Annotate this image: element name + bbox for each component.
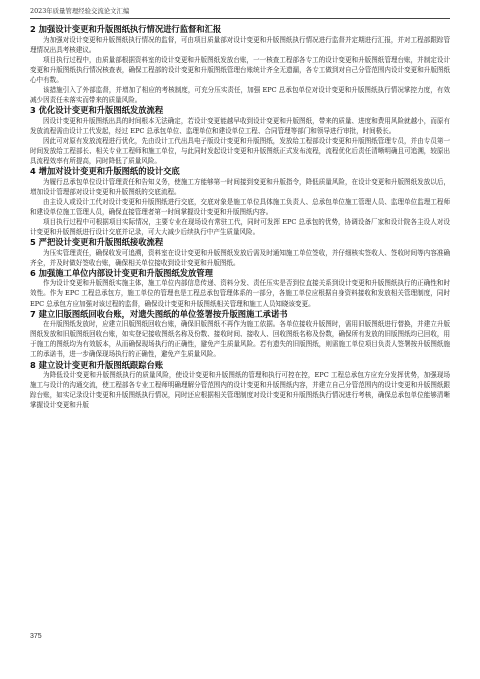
paragraph: 为加强对设计变更和升版图纸执行情况的监督，可由项目质量部对设计变更和升版图纸执行情况进行监督并定期进行汇报，并对工程部跟踪管理情况出具考核建议。 xyxy=(30,35,450,54)
paragraph: 因此可对原有发放流程进行优化，先由设计工代出具电子版设计变更和升版图纸，发放给工程部设计变更和升版图纸管理专员，并由专员第一时间发放给工程部长、相关专业工程师和施工单位，与此同时发起设计变更和升版图纸正式发布流程，流程优化后责任清晰明确且可追溯，较原出具流程效率有所提高，同时降低了质量风险。 xyxy=(30,136,450,166)
section-heading: 6 加强施工单位内部设计变更和升版图纸发放管理 xyxy=(30,267,213,278)
section-heading: 4 增加对设计变更和升版图纸的设计交底 xyxy=(30,166,180,177)
page-content xyxy=(30,24,450,410)
section-heading: 8 建立设计变更和升版图纸跟踪台账 xyxy=(30,359,164,370)
section-heading: 5 严把设计变更和升版图纸接收流程 xyxy=(30,237,164,248)
paragraph: 作为设计变更和升版图纸实施主体，施工单位内部信息传递、资料分发、责任压实是否到位直接关系到设计变更和升版图纸执行的正确性和时效性。作为 EPC 工程总承包方，施工单位的管理也是工程总承包管理体系的一部分，各施工单位应根据自身资料接收和发放相关管理制度，同时 EPC 总承包方应加强对该过程的监督，确保设计变更和升版图纸相关管理和施工人员知晓该变更。 xyxy=(30,279,450,308)
section-4 xyxy=(30,166,450,237)
header-text: 2023年质量管理经验交流论文汇编 xyxy=(30,7,130,15)
section-heading: 3 优化设计变更和升版图纸发放流程 xyxy=(30,105,164,116)
paragraph: 因设计变更和升版图纸出具的时间根本无法确定，若设计变更能越早收到设计变更和升版图纸，带来的质量、进度和费用风险就越小，而原有发放流程需由设计工代发起，经过 EPC 总承包单位、监理单位和建设单位工程、合同管理等部门和领导进行审批，时间极长。 xyxy=(30,116,450,135)
paragraph: 项目执行过程中可根据项目实际情况，主要专业在现场设有常驻工代，同时可发挥 EPC 总承包的优势，协调设备厂家和设计院各主设人对设计变更和升版图纸进行设计交底并记录，可大大减少后续执行中产生质量风险。 xyxy=(30,218,450,237)
paragraph: 为压实管理责任，确保收发可追溯，资料室在设计变更和升版图纸发放后需及时通知施工单位签收，并仔细核实签收人、签收时间等内容准确齐全，并及时做好签收台账，确保相关单位接收到设计变更和升版图纸。 xyxy=(30,248,450,267)
paragraph: 由主设人或设计工代对设计变更和升版图纸进行交底，交底对象是施工单位具体施工负责人、总承包单位施工管理人员、监理单位监理工程师和建设单位施工管理人员，确保直接管理者第一时间掌握设计变更和升版图纸内容。 xyxy=(30,197,450,216)
section-3 xyxy=(30,105,450,166)
paragraph: 在升版图纸发放时，应建立旧版图纸回收台账，确保旧版图纸不再作为施工依据。各单位接收升版图时，需用旧版图纸进行替换，并建立升版图纸发放和旧版图纸回收台账，如实登记接收图纸名称及份数、接收时间、接收人、回收图纸名称及份数，确保所有发放的旧版图纸均已回收，用于施工的图纸均为有效版本，从而确保现场执行的正确性，避免产生质量风险。若有遗失的旧版图纸，则需施工单位项目负责人签署按升版图纸施工的承诺书，进一步确保现场执行的正确性，避免产生质量风险。 xyxy=(30,320,450,359)
running-header xyxy=(30,7,450,16)
page-number: 375 xyxy=(30,633,42,640)
header-rule xyxy=(30,18,450,19)
paragraph: 为履行总承包单位设计管理责任和告知义务，使施工方能够第一时间接到变更和升版指令，降低质量风险，在设计变更和升版图纸发放以后，增加设计管理部对设计变更和升版图纸的交底流程。 xyxy=(30,177,450,196)
section-heading: 2 加强设计变更和升版图纸执行情况进行监督和汇报 xyxy=(30,24,222,34)
section-2 xyxy=(30,24,450,105)
paragraph: 项目执行过程中，由质量部根据资料室的设计变更和升版图纸发放台账，一一核查工程部各专工的设计变更和升版图纸管理台账，并制定设计变更和升版图纸执行情况核查表，确保工程部的设计变更和升版图纸管理台账统计齐全无遗漏，各专工做到对自己分管范围内设计变更和升版图纸心中有数。 xyxy=(30,55,450,84)
paragraph: 该措施引入了外部监督，并增加了相应的考核制度，可充分压实责任，加强 EPC 总承包单位对设计变更和升版图纸执行情况掌控力度，有效减少因责任未落实而带来的质量风险。 xyxy=(30,85,450,105)
section-6 xyxy=(30,268,450,309)
paragraph: 为降低设计变更和升版图纸执行的质量风险，使设计变更和升版图纸的管理和执行可控在控，EPC 工程总承包方应充分发挥优势，加强现场施工与设计的沟通交流，使工程部各专业工程师明确理解分管范围内的设计变更和升版图纸内容，并建立自己分管范围内的设计变更和升版图纸跟踪台账，如实记录设计变更和升版图纸执行情况，同时还应根据相关管理制度对设计变更和升版图纸执行情况进行考核，确保总承包单位能够清晰掌握设计变更和升版 xyxy=(30,371,450,410)
section-7 xyxy=(30,309,450,360)
section-heading: 7 建立旧版图纸回收台账，对遗失图纸的单位签署按升版图施工承诺书 xyxy=(30,308,288,319)
section-5 xyxy=(30,237,450,268)
section-8 xyxy=(30,360,450,411)
